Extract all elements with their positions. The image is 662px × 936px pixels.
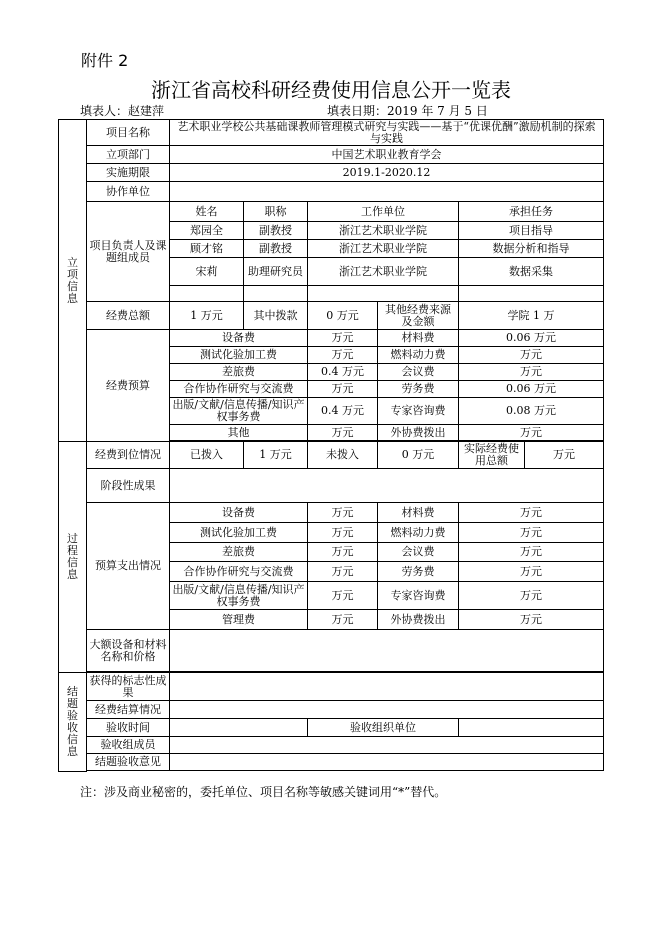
members-header-name: 姓名 [170, 202, 244, 222]
settlement-value [170, 701, 604, 719]
stage-value [170, 469, 604, 503]
achievement-value [170, 673, 604, 701]
spend-amount: 万元 [459, 523, 604, 543]
budget-item: 燃料动力费 [378, 347, 459, 364]
member-unit: 浙江艺术职业学院 [308, 240, 459, 258]
budget-item: 其他 [170, 425, 308, 441]
budget-amount: 0.4 万元 [308, 398, 378, 425]
member-title: 副教授 [244, 222, 308, 240]
budget-item: 测试化验加工费 [170, 347, 308, 364]
budget-amount: 0.08 万元 [459, 398, 604, 425]
member-title: 副教授 [244, 240, 308, 258]
fill-date: 填表日期：2019 年 7 月 5 日 [327, 104, 488, 118]
spend-item: 合作协作研究与交流费 [170, 562, 308, 582]
spend-item: 外协费拨出 [378, 610, 459, 630]
partner-value [170, 182, 604, 202]
budget-item: 会议费 [378, 364, 459, 381]
allocated-label: 其中拨款 [244, 302, 308, 330]
spend-item: 材料费 [378, 503, 459, 523]
budget-amount: 0.4 万元 [308, 364, 378, 381]
budget-amount: 万元 [308, 347, 378, 364]
total-value: 1 万元 [170, 302, 244, 330]
budget-amount: 0.06 万元 [459, 381, 604, 398]
other-funding-label: 其他经费来源及金额 [378, 302, 459, 330]
spend-amount: 万元 [308, 523, 378, 543]
budget-amount: 万元 [308, 381, 378, 398]
member-task: 数据分析和指导 [459, 240, 604, 258]
dept-label: 立项部门 [87, 146, 170, 164]
equipment-label: 大额设备和材料名称和价格 [87, 630, 170, 672]
spend-item: 设备费 [170, 503, 308, 523]
budget-amount: 万元 [459, 425, 604, 441]
pending-value: 0 万元 [378, 442, 459, 469]
settlement-label: 经费结算情况 [87, 701, 170, 719]
acceptance-org-value [459, 719, 604, 737]
acceptance-time-label: 验收时间 [87, 719, 170, 737]
budget-item: 出版/文献/信息传播/知识产权事务费 [170, 398, 308, 425]
info-table [58, 119, 604, 772]
budget-amount: 万元 [459, 347, 604, 364]
spend-item: 专家咨询费 [378, 582, 459, 610]
spend-label: 预算支出情况 [87, 503, 170, 630]
budget-item: 差旅费 [170, 364, 308, 381]
members-header-unit: 工作单位 [308, 202, 459, 222]
acceptance-members-label: 验收组成员 [87, 737, 170, 754]
spend-item: 劳务费 [378, 562, 459, 582]
spend-amount: 万元 [308, 582, 378, 610]
budget-item: 设备费 [170, 330, 308, 347]
spend-item: 管理费 [170, 610, 308, 630]
acceptance-opinion-label: 结题验收意见 [87, 754, 170, 771]
spend-amount: 万元 [459, 582, 604, 610]
period-value: 2019.1-2020.12 [170, 164, 604, 182]
footnote: 注：涉及商业秘密的，委托单位、项目名称等敏感关键词用“*”替代。 [80, 785, 447, 799]
stage-label: 阶段性成果 [87, 469, 170, 503]
acceptance-members-value [170, 737, 604, 754]
acceptance-opinion-value [170, 754, 604, 771]
budget-item: 劳务费 [378, 381, 459, 398]
member-task: 项目指导 [459, 222, 604, 240]
spend-item: 测试化验加工费 [170, 523, 308, 543]
spend-item: 差旅费 [170, 543, 308, 562]
page-title: 浙江省高校科研经费使用信息公开一览表 [151, 78, 511, 102]
members-label: 项目负责人及课题组成员 [87, 202, 170, 302]
member-name: 顾才铭 [170, 240, 244, 258]
budget-amount: 万元 [459, 364, 604, 381]
member-unit: 浙江艺术职业学院 [308, 258, 459, 286]
member-unit: 浙江艺术职业学院 [308, 222, 459, 240]
member-title: 助理研究员 [244, 258, 308, 286]
spend-item: 会议费 [378, 543, 459, 562]
spend-amount: 万元 [459, 503, 604, 523]
budget-amount: 0.06 万元 [459, 330, 604, 347]
dept-value: 中国艺术职业教育学会 [170, 146, 604, 164]
partner-label: 协作单位 [87, 182, 170, 202]
spend-amount: 万元 [308, 562, 378, 582]
budget-item: 外协费拨出 [378, 425, 459, 441]
spend-item: 燃料动力费 [378, 523, 459, 543]
budget-item: 材料费 [378, 330, 459, 347]
spend-amount: 万元 [459, 610, 604, 630]
budget-amount: 万元 [308, 425, 378, 441]
attachment-label: 附件 2 [81, 51, 129, 70]
spend-amount: 万元 [308, 610, 378, 630]
project-name: 艺术职业学校公共基础课教师管理模式研究与实践——基于“优课优酬”激励机制的探索与实践 [170, 120, 604, 146]
member-name: 郑园全 [170, 222, 244, 240]
project-name-label: 项目名称 [87, 120, 170, 146]
spend-amount: 万元 [308, 543, 378, 562]
received-label: 已拨入 [170, 442, 244, 469]
equipment-value [170, 630, 604, 672]
member-task: 数据采集 [459, 258, 604, 286]
filler-name: 填表人：赵建萍 [80, 104, 165, 118]
section-establish: 立项信息 [59, 120, 87, 442]
members-header-title: 职称 [244, 202, 308, 222]
spend-amount: 万元 [308, 503, 378, 523]
section-conclusion: 结题验收信息 [59, 673, 87, 772]
budget-item: 专家咨询费 [378, 398, 459, 425]
members-header-task: 承担任务 [459, 202, 604, 222]
actual-label: 实际经费使用总额 [459, 442, 525, 469]
spend-amount: 万元 [459, 562, 604, 582]
period-label: 实施期限 [87, 164, 170, 182]
arrival-label: 经费到位情况 [87, 442, 170, 469]
budget-amount: 万元 [308, 330, 378, 347]
budget-item: 合作协作研究与交流费 [170, 381, 308, 398]
total-label: 经费总额 [87, 302, 170, 330]
member-name: 宋莉 [170, 258, 244, 286]
budget-label: 经费预算 [87, 330, 170, 442]
other-funding-value: 学院 1 万 [459, 302, 604, 330]
spend-item: 出版/文献/信息传播/知识产权事务费 [170, 582, 308, 610]
acceptance-org-label: 验收组织单位 [308, 719, 459, 737]
acceptance-time-value [170, 719, 308, 737]
actual-value: 万元 [525, 442, 604, 469]
allocated-value: 0 万元 [308, 302, 378, 330]
received-value: 1 万元 [244, 442, 308, 469]
achievement-label: 获得的标志性成果 [87, 673, 170, 701]
section-process: 过程信息 [59, 442, 87, 673]
spend-amount: 万元 [459, 543, 604, 562]
pending-label: 未拨入 [308, 442, 378, 469]
